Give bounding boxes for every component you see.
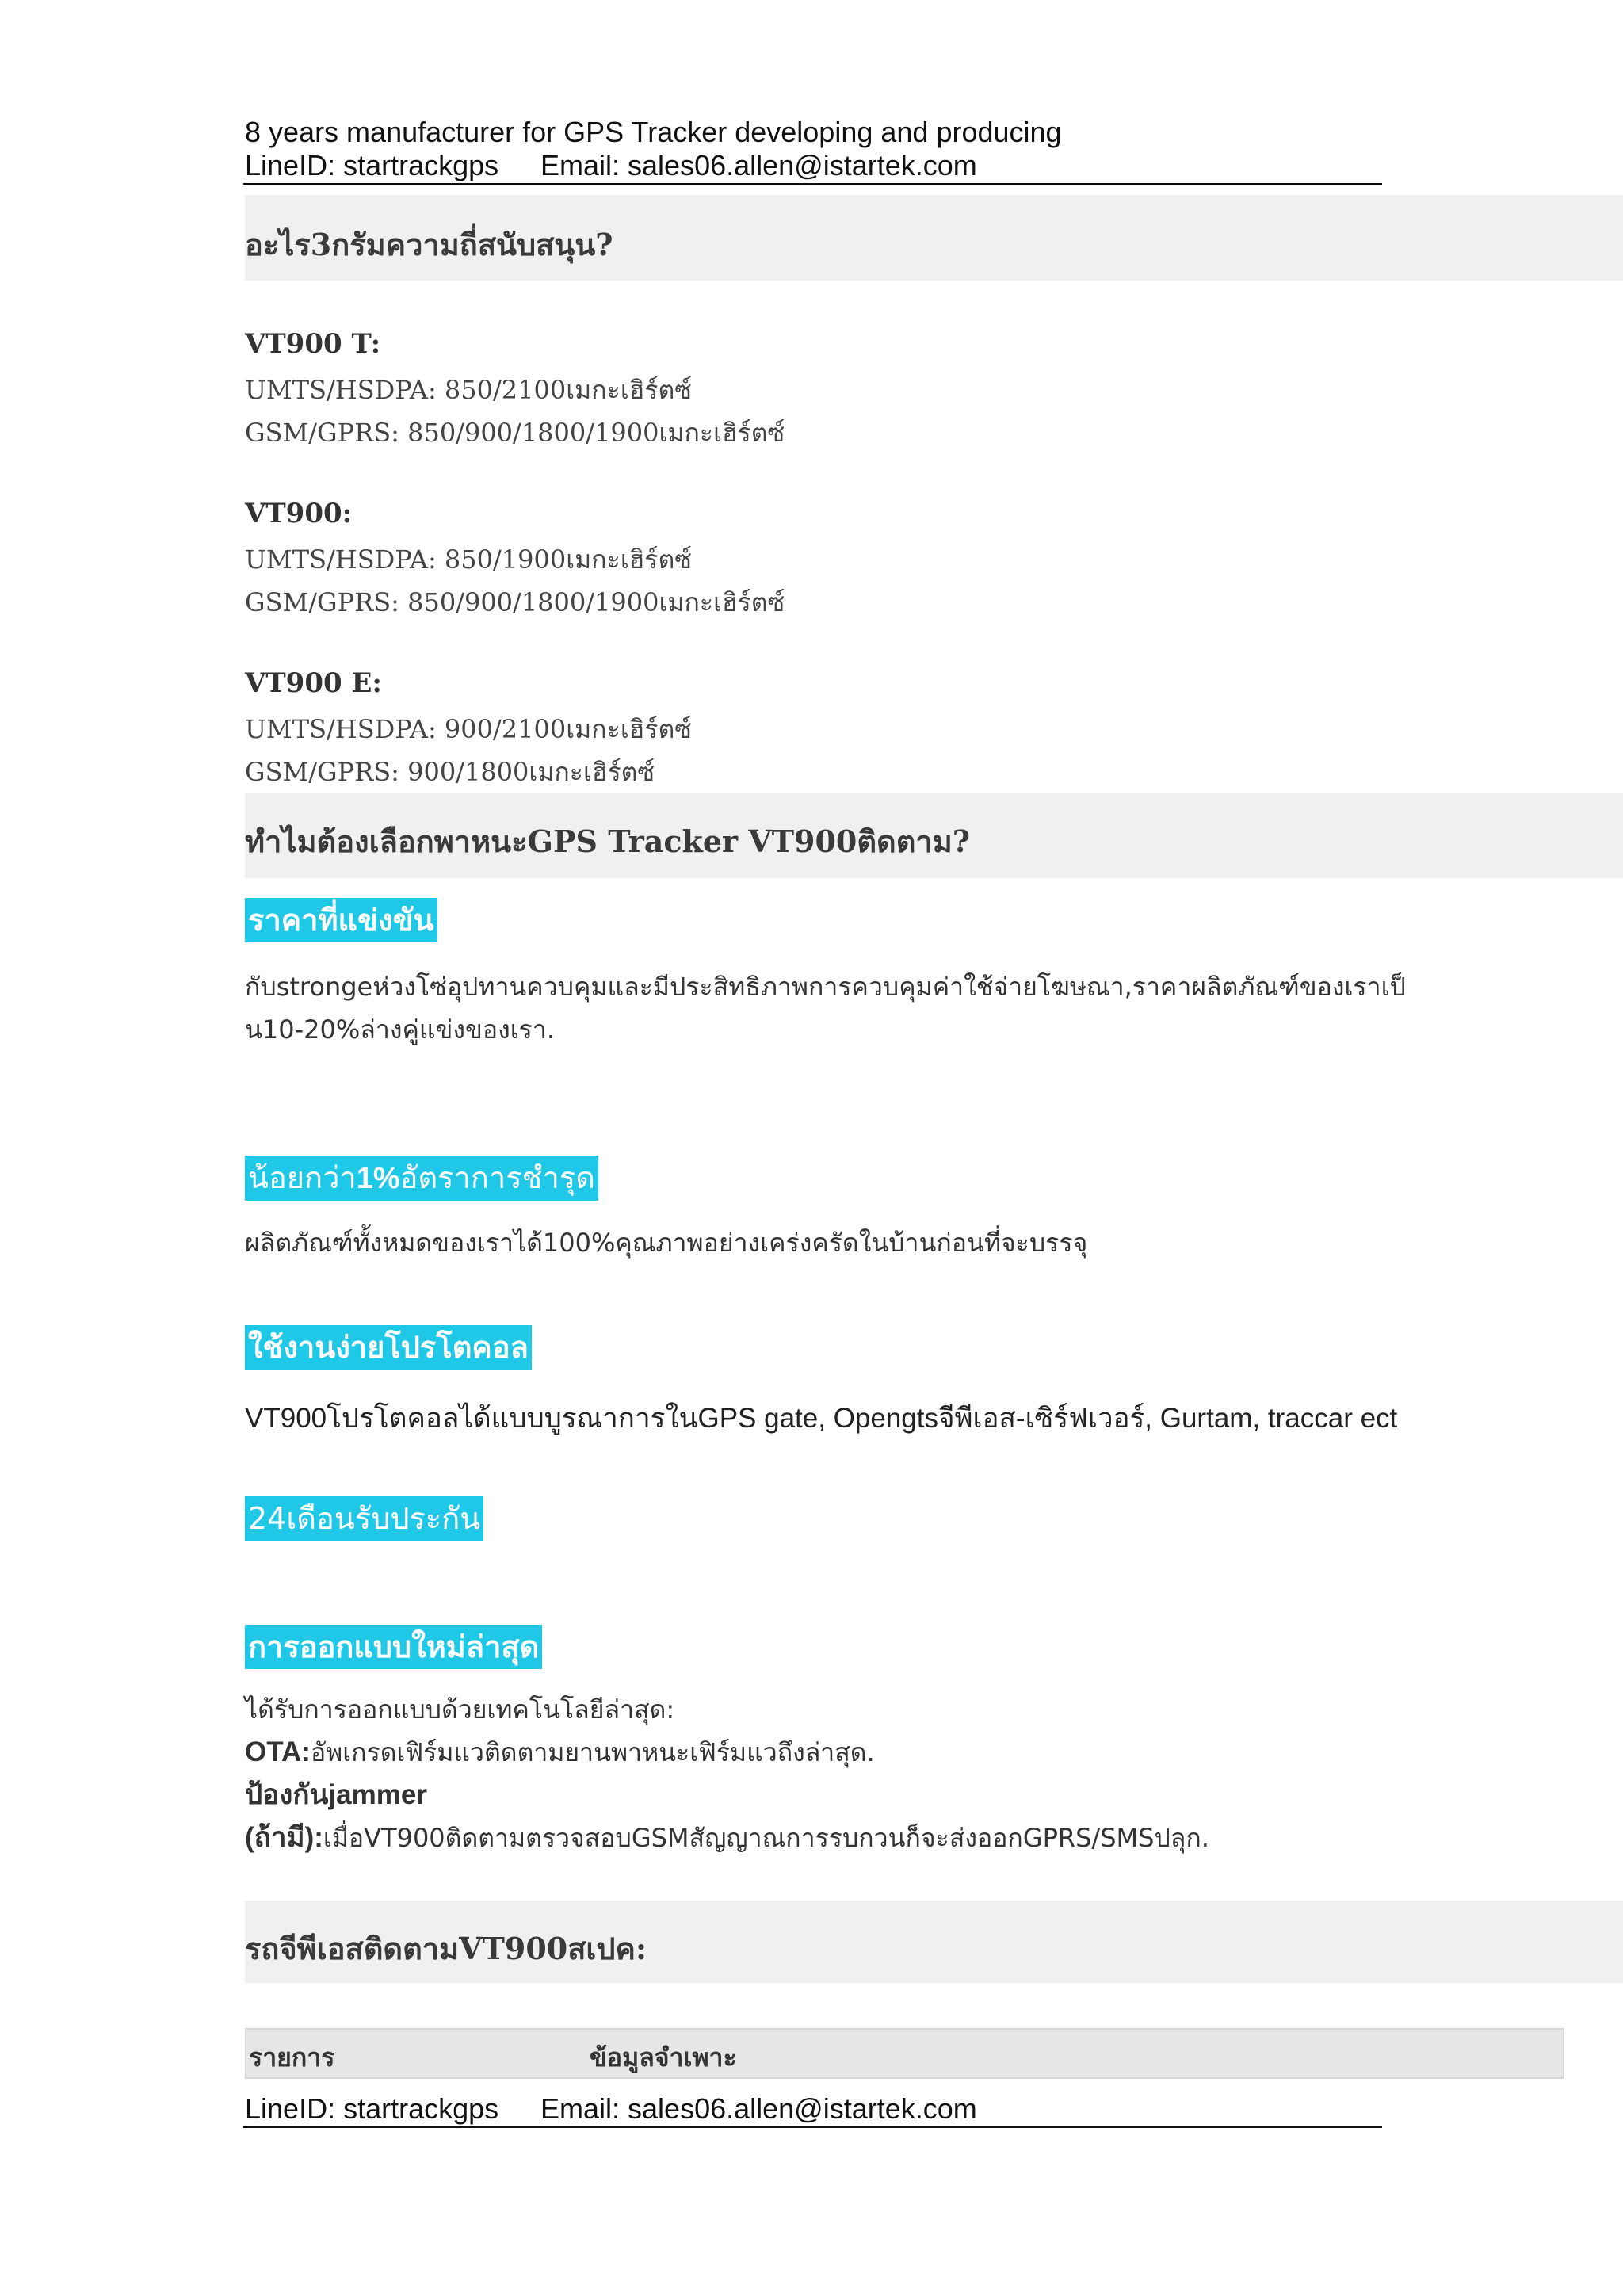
section-title-specs: รถจีพีเอสติดตามVT900สเปค:	[245, 1931, 647, 1966]
ota-label: OTA:	[245, 1736, 311, 1767]
footer-line-id: LineID: startrackgps	[245, 2092, 499, 2125]
repair-tag-post: อัตราการชำรุด	[399, 1160, 595, 1195]
jammer-text: เมื่อVT900ติดตามตรวจสอบGSMสัญญาณการรบกวนก็จะส่งออกGPRS/SMSปลุก.	[323, 1823, 1209, 1853]
ota-text: อัพเกรดเฟิร์มแวติดตามยานพาหนะเฟิร์มแวถึงล่าสุด.	[310, 1737, 875, 1767]
jammer-label-2: (ถ้ามี):	[245, 1822, 323, 1853]
umts-spec: UMTS/HSDPA: 850/1900เมกะเฮิร์ตซ์	[245, 544, 692, 575]
jammer-label: ป้องกันjammer	[245, 1779, 427, 1810]
umts-spec: UMTS/HSDPA: 850/2100เมกะเฮิร์ตซ์	[245, 375, 692, 405]
jammer-line	[245, 1817, 1209, 1859]
model-name: VT900 T:	[245, 328, 381, 360]
header-email: Email: sales06.allen@istartek.com	[540, 149, 977, 181]
tag-competitive-price: ราคาที่แข่งขัน	[245, 898, 437, 942]
table-header-item: รายการ	[249, 2042, 335, 2073]
repair-tag-pre: น้อยกว่า	[248, 1160, 357, 1195]
umts-spec: UMTS/HSDPA: 900/2100เมกะเฮิร์ตซ์	[245, 714, 692, 744]
price-text-line1: กับstrongeห่วงโซ่อุปทานควบคุมและมีประสิทธิภาพการควบคุมค่าใช้จ่ายโฆษณา,ราคาผลิตภัณฑ์ของเราเป็	[245, 972, 1406, 1002]
model-name: VT900:	[245, 498, 353, 529]
gsm-spec: GSM/GPRS: 850/900/1800/1900เมกะเฮิร์ตซ์	[245, 587, 785, 617]
tag-repair-rate	[245, 1156, 598, 1201]
repair-tag-percent: 1%	[356, 1162, 400, 1195]
tag-new-design: การออกแบบใหม่ล่าสุด	[245, 1625, 542, 1669]
section-title-why: ทำไมต้องเลือกพาหนะGPS Tracker VT900ติดตาม?	[245, 823, 971, 859]
tag-warranty: 24เดือนรับประกัน	[245, 1496, 483, 1541]
gsm-spec: GSM/GPRS: 850/900/1800/1900เมกะเฮิร์ตซ์	[245, 418, 785, 448]
footer-rule	[243, 2126, 1382, 2128]
header-tagline: 8 years manufacturer for GPS Tracker developing and producing	[245, 116, 1062, 148]
spec-table-header	[245, 2028, 1564, 2079]
model-name: VT900 E:	[245, 667, 382, 699]
repair-text: ผลิตภัณฑ์ทั้งหมดของเราได้100%คุณภาพอย่างเคร่งครัดในบ้านก่อนที่จะบรรจุ	[245, 1228, 1088, 1258]
header-line-id: LineID: startrackgps	[245, 149, 499, 181]
tag-protocol: ใช้งานง่ายโปรโตคอล	[245, 1325, 532, 1370]
table-header-spec: ข้อมูลจำเพาะ	[590, 2042, 737, 2073]
price-text-line2: น10-20%ล่างคู่แข่งของเรา.	[245, 1014, 555, 1045]
gsm-spec: GSM/GPRS: 900/1800เมกะเฮิร์ตซ์	[245, 757, 655, 787]
ota-line	[245, 1731, 875, 1774]
header-rule	[243, 183, 1382, 185]
protocol-text: VT900โปรโตคอลได้แบบบูรณาการในGPS gate, Opengtsจีพีเอส-เซิร์ฟเวอร์, Gurtam, traccar ect	[245, 1403, 1398, 1434]
design-intro: ได้รับการออกแบบด้วยเทคโนโลยีล่าสุด:	[245, 1694, 675, 1725]
footer-email: Email: sales06.allen@istartek.com	[540, 2092, 977, 2125]
section-title-frequencies: อะไร3กรัมความถี่สนับสนุน?	[245, 227, 613, 262]
